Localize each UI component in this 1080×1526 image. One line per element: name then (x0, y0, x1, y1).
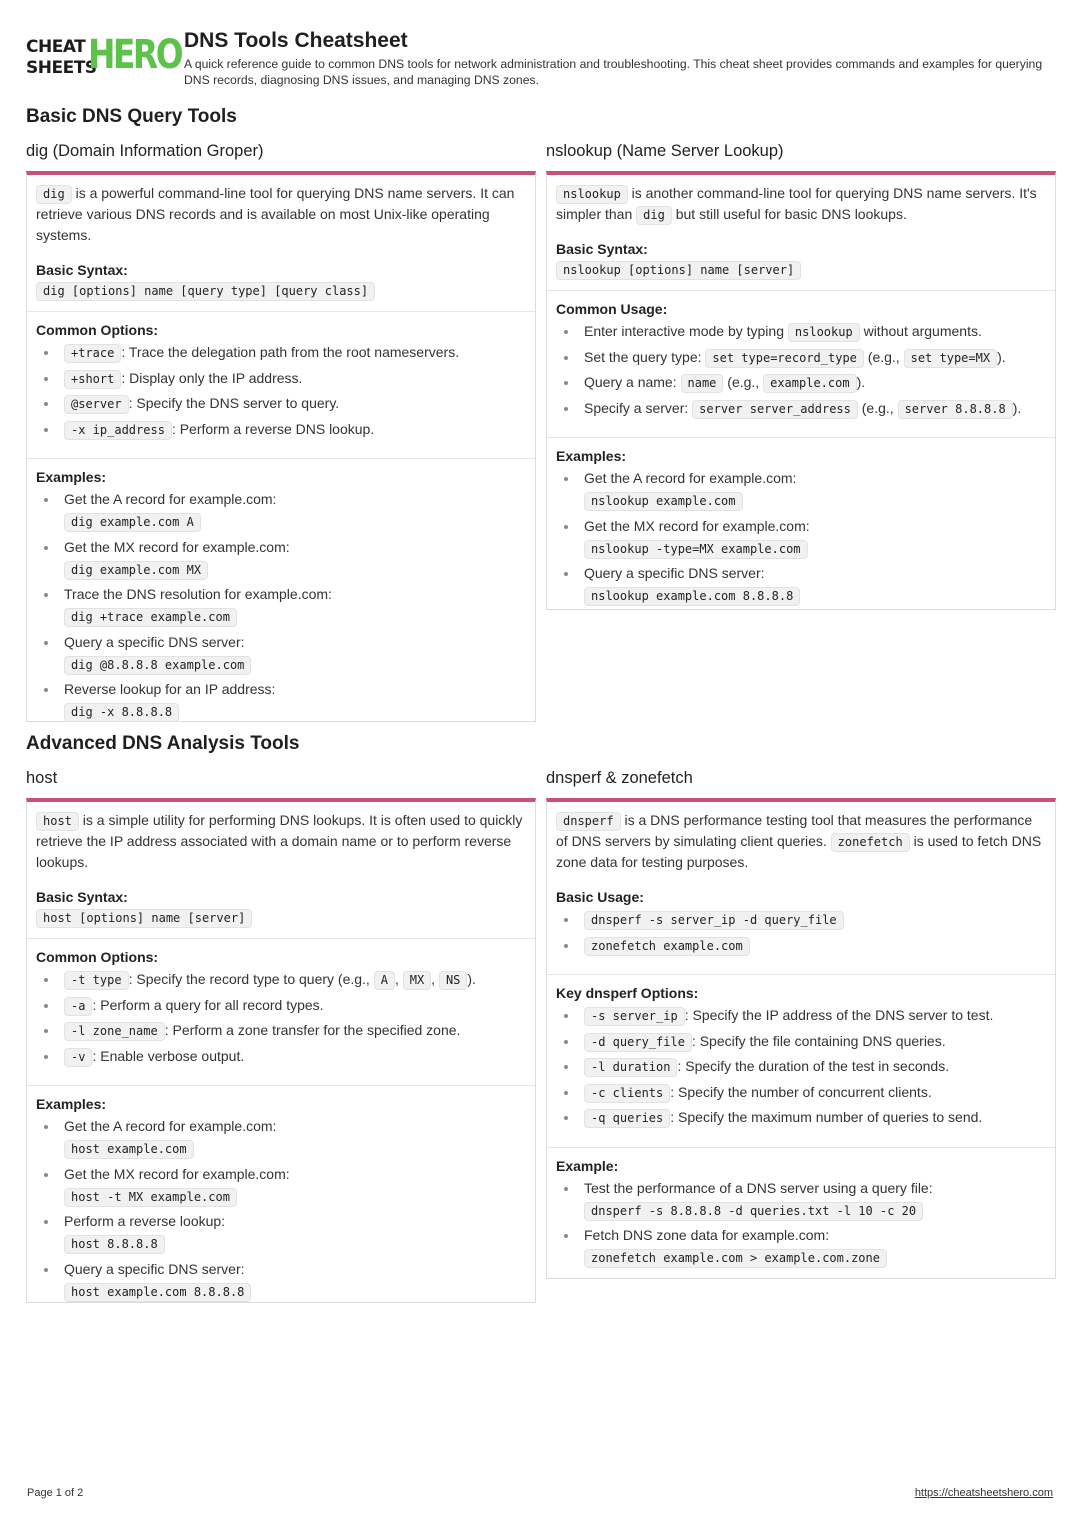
dnsperf-example-label: Example: (556, 1157, 619, 1174)
list-item (556, 909, 1046, 930)
list-item (556, 1225, 1046, 1268)
host-options-block (27, 939, 535, 1086)
inline-code: set type=record_type (705, 349, 864, 368)
inline-code: -a (64, 997, 92, 1016)
text-span: : Specify the record type to query (e.g., (128, 971, 374, 987)
list-item (556, 1031, 1046, 1052)
page-intro: A quick reference guide to common DNS tools for network administration and troubleshooting. This cheat sheet provides commands and examples for querying DNS records, diagnosing DNS issues, and managing DNS zones. (184, 57, 1043, 87)
inline-code: host example.com 8.8.8.8 (64, 1283, 251, 1302)
text-span: (e.g., (863, 348, 904, 365)
card-title-dig: dig (Domain Information Groper) (26, 142, 264, 160)
list-item (556, 1056, 1046, 1077)
inline-code: dig +trace example.com (64, 608, 237, 627)
list-item (556, 321, 1046, 342)
list-item (556, 468, 1046, 511)
list-item (36, 969, 526, 990)
list-item (36, 1046, 526, 1067)
card-title-dnsperf: dnsperf & zonefetch (546, 769, 693, 787)
list-item (556, 398, 1046, 419)
inline-code: nslookup (788, 323, 860, 342)
list-item (36, 1020, 526, 1041)
text-span: Perform a reverse lookup: (64, 1213, 226, 1229)
text-span: : Enable verbose output. (92, 1047, 245, 1064)
dnsperf-example-block (547, 1148, 1055, 1283)
host-examples-label: Examples: (36, 1096, 107, 1112)
inline-code: server server_address (692, 400, 858, 419)
list-item (556, 1178, 1046, 1221)
text-span: but still useful for basic DNS lookups. (671, 206, 907, 222)
text-span: : Perform a zone transfer for the specified zone. (164, 1022, 461, 1038)
nslookup-description (556, 183, 1046, 225)
text-span: is a simple utility for performing DNS lookups. It is often used to quickly retrieve the IP address associated with a domain name or to perform reverse lookups. (36, 812, 523, 870)
inline-code: -x ip_address (64, 421, 172, 440)
inline-code: zonefetch example.com > example.com.zone (584, 1249, 887, 1268)
list-item (36, 1116, 526, 1159)
list-item (36, 419, 526, 440)
text-span: ). (1012, 399, 1022, 416)
text-span: is another command-line tool for querying DNS name servers. It's simpler than (556, 185, 1037, 222)
text-span: is used to fetch DNS zone data for testing purposes. (556, 833, 1042, 870)
host-description (36, 810, 526, 873)
list-item (556, 516, 1046, 559)
dnsperf-options-label: Key dnsperf Options: (556, 985, 699, 1001)
inline-code: dnsperf -s server_ip -d query_file (584, 911, 844, 930)
inline-code: dig -x 8.8.8.8 (64, 703, 179, 722)
dnsperf-options-block (547, 975, 1055, 1148)
text-span: Fetch DNS zone data for example.com: (584, 1227, 830, 1243)
text-span: Query a name: (584, 374, 681, 390)
cheatsheetshero-logo[interactable] (26, 32, 182, 82)
text-span: Query a specific DNS server: (64, 1260, 245, 1277)
inline-code: -v (64, 1048, 92, 1067)
inline-code: -s server_ip (584, 1007, 685, 1026)
inline-code: -t type (64, 971, 129, 990)
inline-code: host example.com (64, 1140, 194, 1159)
list-item (36, 995, 526, 1016)
card-nslookup (546, 171, 1056, 610)
dig-options-list (36, 342, 526, 440)
nslookup-usage-list (556, 321, 1046, 419)
inline-code: @server (64, 395, 129, 414)
text-span: is a DNS performance testing tool that measures the performance of DNS servers by simulating client queries. (556, 812, 1033, 849)
inline-code: -l zone_name (64, 1022, 165, 1041)
text-span: Get the MX record for example.com: (64, 1165, 290, 1182)
inline-code: nslookup example.com (584, 492, 743, 511)
text-span: , (431, 971, 439, 987)
text-span: Set the query type: (584, 348, 706, 365)
nslookup-usage-label: Common Usage: (556, 301, 668, 317)
dig-options-label: Common Options: (36, 322, 159, 338)
host-examples-list (36, 1116, 526, 1302)
text-span: ). (997, 348, 1006, 365)
text-span: , (394, 971, 403, 987)
inline-code: nslookup -type=MX example.com (584, 540, 808, 559)
text-span: Get the A record for example.com: (64, 1118, 277, 1134)
inline-code: zonefetch example.com (584, 937, 750, 956)
inline-code: +trace (64, 344, 121, 363)
card-title-host: host (26, 769, 58, 787)
list-item (36, 1259, 526, 1302)
inline-code: dig example.com A (64, 513, 201, 532)
text-span: Get the A record for example.com: (584, 470, 797, 486)
text-span: is a powerful command-line tool for querying DNS name servers. It can retrieve various DNS records and is available on most Unix-like operating systems. (36, 185, 515, 243)
inline-code: dig @8.8.8.8 example.com (64, 656, 251, 675)
page-number: Page 1 of 2 (27, 1487, 84, 1499)
inline-code: set type=MX (904, 349, 997, 368)
inline-code: MX (403, 971, 431, 990)
dig-options-block (27, 312, 535, 459)
site-link[interactable]: https://cheatsheetshero.com (914, 1487, 1053, 1499)
list-item (556, 372, 1046, 393)
inline-code: host 8.8.8.8 (64, 1235, 165, 1254)
list-item (36, 489, 526, 532)
list-item (36, 393, 526, 414)
text-span: : Trace the delegation path from the root nameservers. (121, 344, 460, 360)
nslookup-syntax-label: Basic Syntax: (556, 241, 648, 257)
text-span: ). (856, 374, 866, 390)
nslookup-examples-block (547, 438, 1055, 621)
host-description-block (27, 802, 535, 939)
list-item (36, 537, 526, 580)
nslookup-usage-block (547, 291, 1055, 438)
text-span: Specify a server: (584, 399, 693, 416)
text-span: Query a specific DNS server: (584, 565, 765, 581)
dig-examples-list (36, 489, 526, 722)
inline-code: dig example.com MX (64, 561, 208, 580)
dnsperf-description-block (547, 802, 1055, 975)
inline-code: dig (36, 185, 72, 204)
section-title-advanced: Advanced DNS Analysis Tools (26, 733, 300, 754)
dig-examples-label: Examples: (36, 469, 107, 485)
page-header (26, 28, 1056, 98)
card-dig (26, 171, 536, 722)
card-dnsperf (546, 798, 1056, 1279)
text-span: Test the performance of a DNS server using a query file: (584, 1179, 933, 1196)
inline-code: -q queries (584, 1109, 670, 1128)
inline-code: name (681, 374, 724, 393)
text-span: ). (467, 971, 476, 987)
inline-code: example.com (763, 374, 856, 393)
list-item (556, 1107, 1046, 1128)
text-span: Enter interactive mode by typing (584, 323, 788, 339)
inline-code: dnsperf (556, 812, 621, 831)
text-span: : Specify the DNS server to query. (128, 395, 340, 411)
dnsperf-description (556, 810, 1046, 873)
text-span: without arguments. (859, 323, 982, 339)
dnsperf-usage-label: Basic Usage: (556, 889, 644, 905)
list-item (36, 1164, 526, 1207)
nslookup-description-block (547, 175, 1055, 291)
text-span: : Specify the IP address of the DNS server to test. (684, 1007, 994, 1023)
list-item (556, 935, 1046, 956)
nslookup-examples-label: Examples: (556, 448, 627, 464)
inline-code: dnsperf -s 8.8.8.8 -d queries.txt -l 10 -c 20 (584, 1202, 923, 1221)
dig-syntax-label: Basic Syntax: (36, 262, 128, 278)
text-span: Get the MX record for example.com: (584, 517, 810, 534)
list-item (556, 347, 1046, 368)
dnsperf-examples-list (556, 1178, 1046, 1269)
logo-wordmark: CHEAT SHEETS (26, 37, 97, 78)
text-span: Get the MX record for example.com: (64, 538, 290, 555)
text-span: Query a specific DNS server: (64, 633, 245, 650)
text-span: : Specify the number of concurrent clients. (670, 1083, 932, 1100)
list-item (36, 632, 526, 675)
dig-syntax: dig [options] name [query type] [query class] (36, 282, 375, 301)
dig-description (36, 183, 526, 246)
text-span: : Display only the IP address. (121, 369, 303, 386)
inline-code: host -t MX example.com (64, 1188, 237, 1207)
list-item (36, 342, 526, 363)
text-span: : Specify the duration of the test in seconds. (677, 1058, 950, 1074)
inline-code: zonefetch (831, 833, 910, 852)
card-title-nslookup: nslookup (Name Server Lookup) (546, 142, 784, 160)
inline-code: NS (439, 971, 467, 990)
card-host (26, 798, 536, 1303)
dnsperf-usage-list (556, 909, 1046, 956)
list-item (36, 1211, 526, 1254)
logo-hero: HERO (88, 32, 182, 78)
list-item (556, 1005, 1046, 1026)
inline-code: -l duration (584, 1058, 677, 1077)
text-span: (e.g., (857, 399, 898, 416)
host-options-list (36, 969, 526, 1067)
inline-code: nslookup (556, 185, 628, 204)
text-span: : Perform a reverse DNS lookup. (171, 420, 375, 437)
inline-code: host (36, 812, 79, 831)
text-span: Reverse lookup for an IP address: (64, 681, 276, 697)
nslookup-syntax: nslookup [options] name [server] (556, 261, 801, 280)
host-syntax-label: Basic Syntax: (36, 889, 128, 905)
inline-code: A (374, 971, 395, 990)
list-item (556, 1082, 1046, 1103)
text-span: Get the A record for example.com: (64, 491, 277, 507)
list-item (36, 584, 526, 627)
inline-code: -c clients (584, 1084, 670, 1103)
text-span: : Specify the file containing DNS queries. (691, 1032, 946, 1049)
inline-code: dig (636, 206, 672, 225)
list-item (556, 563, 1046, 606)
inline-code: -d query_file (584, 1033, 692, 1052)
text-span: Trace the DNS resolution for example.com: (64, 586, 332, 602)
list-item (36, 679, 526, 722)
inline-code: server 8.8.8.8 (898, 400, 1013, 419)
host-examples-block (27, 1086, 535, 1316)
nslookup-examples-list (556, 468, 1046, 606)
dig-description-block (27, 175, 535, 312)
section-title-basic: Basic DNS Query Tools (26, 106, 237, 127)
inline-code: +short (64, 370, 121, 389)
host-options-label: Common Options: (36, 949, 159, 965)
text-span: : Specify the maximum number of queries to send. (670, 1109, 983, 1125)
list-item (36, 368, 526, 389)
page-title: DNS Tools Cheatsheet (184, 29, 408, 52)
dnsperf-options-list (556, 1005, 1046, 1128)
text-span: : Perform a query for all record types. (92, 996, 324, 1013)
text-span: (e.g., (723, 374, 764, 390)
dig-examples-block (27, 459, 535, 737)
inline-code: nslookup example.com 8.8.8.8 (584, 587, 800, 606)
host-syntax: host [options] name [server] (36, 909, 252, 928)
